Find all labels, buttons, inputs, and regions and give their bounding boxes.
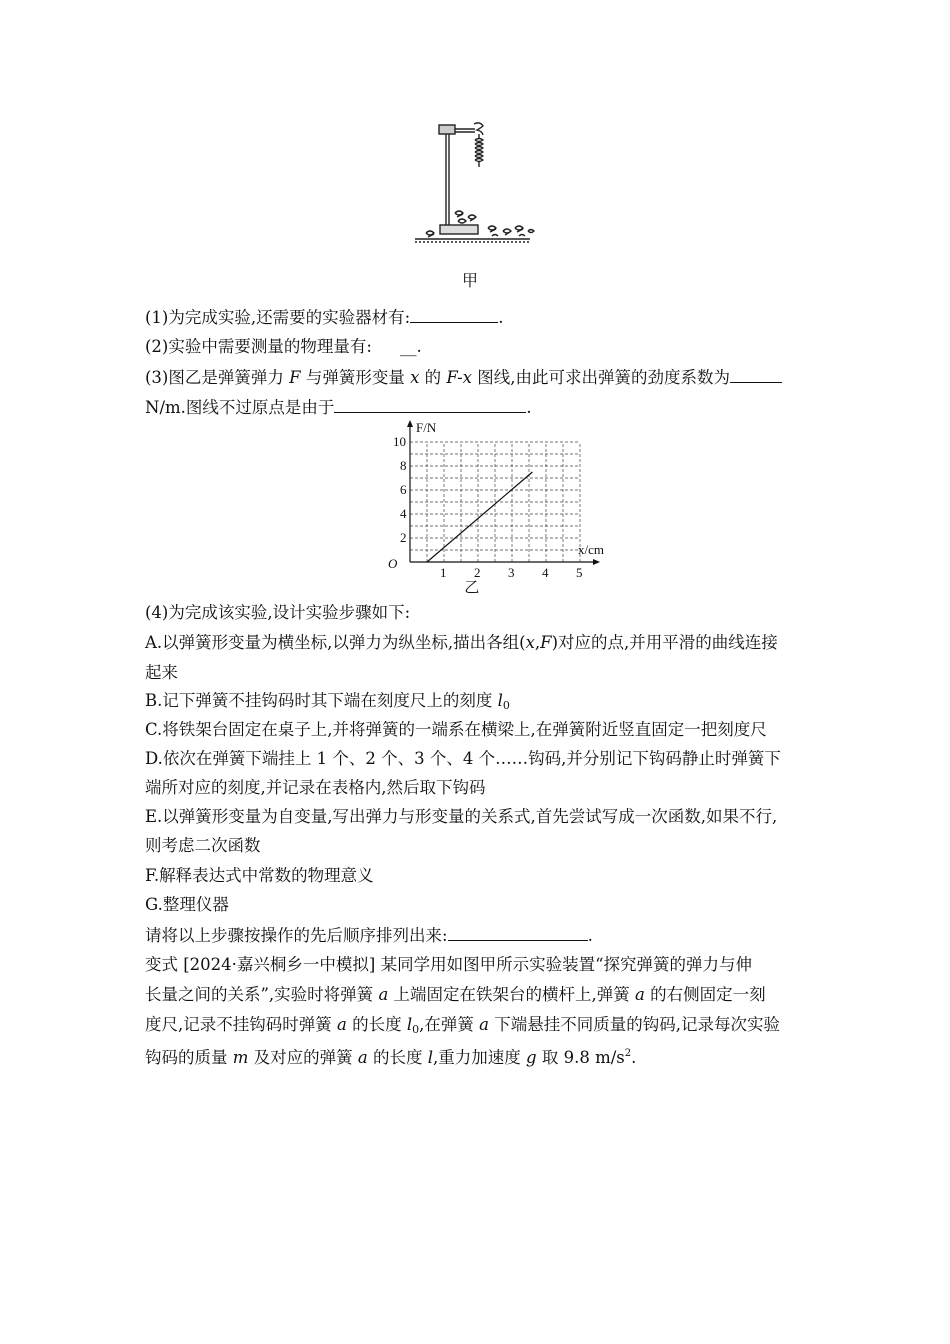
y-tick-label: 10 <box>393 434 406 449</box>
chart-grid <box>410 442 580 562</box>
step-f: F.解释表达式中常数的物理意义 <box>145 866 374 885</box>
y-axis-label: F/N <box>416 420 437 435</box>
answer-blank-3b[interactable] <box>334 397 526 413</box>
step-b: B.记下弹簧不挂钩码时其下端在刻度尺上的刻度 $l_0$ <box>145 691 510 712</box>
figure-yi-caption: 乙 <box>464 580 480 596</box>
x-tick-label: 5 <box>576 565 583 580</box>
f-x-chart <box>360 415 604 596</box>
f-x-series-line <box>427 472 532 562</box>
step-e-line-2: 则考虑二次函数 <box>145 836 261 855</box>
question-1: (1)为完成实验,还需要的实验器材有: . <box>145 308 504 327</box>
question-2: (2)实验中需要测量的物理量有: __. <box>145 337 422 356</box>
x-tick-label: 3 <box>508 565 515 580</box>
x-tick-label: 1 <box>440 565 447 580</box>
question-3-line-1: (3)图乙是弹簧弹力 F 与弹簧形变量 x 的 F-x 图线,由此可求出弹簧的劲度系数为 <box>145 367 782 388</box>
y-axis-arrow-icon <box>407 420 413 427</box>
step-g: G.整理仪器 <box>145 895 229 914</box>
origin-label: O <box>388 556 398 571</box>
variant-line-4: 钩码的质量 m 及对应的弹簧 a 的长度 l,重力加速度 g 取 9.8 $m/s^2$. <box>145 1048 637 1067</box>
order-question: 请将以上步骤按操作的先后顺序排列出来: . <box>145 926 593 945</box>
question-3-line-2: N/m.图线不过原点是由于 . <box>145 398 532 417</box>
figure-jia-caption: 甲 <box>462 271 479 290</box>
variant-line-2: 长量之间的关系”,实验时将弹簧 a 上端固定在铁架台的横杆上,弹簧 a 的右侧固定一刻 <box>145 985 766 1004</box>
variant-line-3: 度尺,记录不挂钩码时弹簧 a 的长度 $l_0$,在弹簧 a 下端悬挂不同质量的钩码,记录每次实验 <box>145 1015 780 1036</box>
step-a-line-2: 起来 <box>145 663 178 682</box>
x-tick-label: 4 <box>542 565 549 580</box>
variant-line-1: 变式 [2024·嘉兴桐乡一中模拟] 某同学用如图甲所示实验装置“探究弹簧的弹力与伸 <box>145 955 753 974</box>
y-tick-label: 2 <box>400 530 407 545</box>
x-axis-label: x/cm <box>578 542 604 557</box>
y-tick-label: 4 <box>400 506 407 521</box>
step-d-line-1: D.依次在弹簧下端挂上 1 个、2 个、3 个、4 个……钩码,并分别记下钩码静止时弹簧下 <box>145 749 781 768</box>
step-e-line-1: E.以弹簧形变量为自变量,写出弹力与形变量的关系式,首先尝试写成一次函数,如果不行, <box>145 807 778 826</box>
y-tick-label: 6 <box>400 482 407 497</box>
iron-stand-spring-figure <box>400 115 550 250</box>
question-4-intro: (4)为完成该实验,设计实验步骤如下: <box>145 603 411 622</box>
answer-blank-1[interactable] <box>410 307 498 323</box>
answer-blank-3a[interactable] <box>730 367 782 383</box>
answer-blank-4[interactable] <box>448 925 588 941</box>
step-a-line-1: A.以弹簧形变量为横坐标,以弹力为纵坐标,描出各组(x,F)对应的点,并用平滑的曲线连接 <box>145 633 778 652</box>
x-tick-label: 2 <box>474 565 481 580</box>
x-axis-arrow-icon <box>593 559 600 565</box>
y-tick-label: 8 <box>400 458 407 473</box>
step-c: C.将铁架台固定在桌子上,并将弹簧的一端系在横梁上,在弹簧附近竖直固定一把刻度尺 <box>145 720 767 739</box>
step-d-line-2: 端所对应的刻度,并记录在表格内,然后取下钩码 <box>145 778 486 797</box>
